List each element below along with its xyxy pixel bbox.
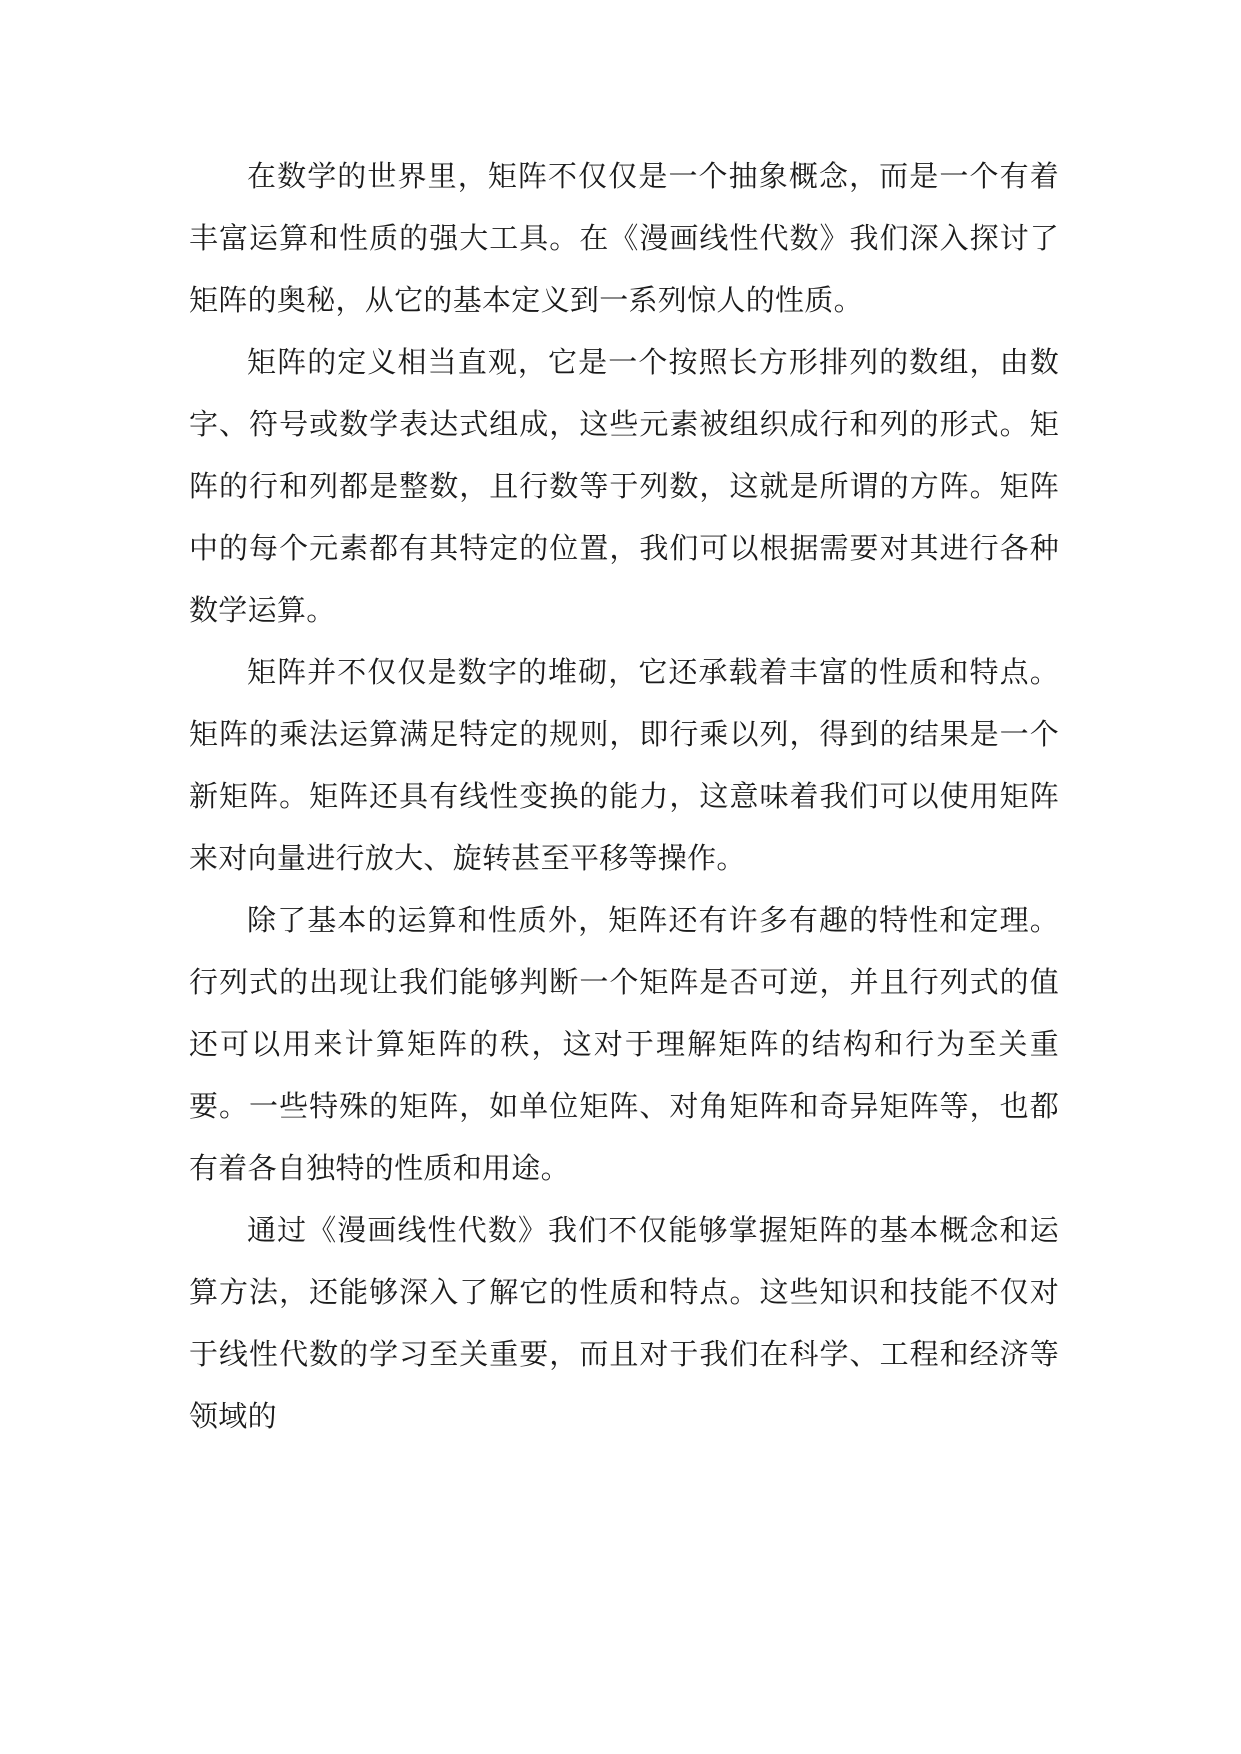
document-body [189, 145, 1059, 1447]
paragraph-4: 除了基本的运算和性质外，矩阵还有许多有趣的特性和定理。行列式的出现让我们能够判断一个矩阵是否可逆，并且行列式的值还可以用来计算矩阵的秩，这对于理解矩阵的结构和行为至关重要。一些特殊的矩阵，如单位矩阵、对角矩阵和奇异矩阵等，也都有着各自独特的性质和用途。 [189, 903, 1059, 1185]
paragraph-1: 在数学的世界里，矩阵不仅仅是一个抽象概念，而是一个有着丰富运算和性质的强大工具。在《漫画线性代数》我们深入探讨了矩阵的奥秘，从它的基本定义到一系列惊人的性质。 [189, 159, 1059, 317]
paragraph-2: 矩阵的定义相当直观，它是一个按照长方形排列的数组，由数字、符号或数学表达式组成，这些元素被组织成行和列的形式。矩阵的行和列都是整数，且行数等于列数，这就是所谓的方阵。矩阵中的每个元素都有其特定的位置，我们可以根据需要对其进行各种数学运算。 [189, 345, 1059, 627]
paragraph-3: 矩阵并不仅仅是数字的堆砌，它还承载着丰富的性质和特点。矩阵的乘法运算满足特定的规则，即行乘以列，得到的结果是一个新矩阵。矩阵还具有线性变换的能力，这意味着我们可以使用矩阵来对向量进行放大、旋转甚至平移等操作。 [189, 655, 1059, 875]
paragraph-5: 通过《漫画线性代数》我们不仅能够掌握矩阵的基本概念和运算方法，还能够深入了解它的性质和特点。这些知识和技能不仅对于线性代数的学习至关重要，而且对于我们在科学、工程和经济等领域的 [189, 1213, 1059, 1433]
